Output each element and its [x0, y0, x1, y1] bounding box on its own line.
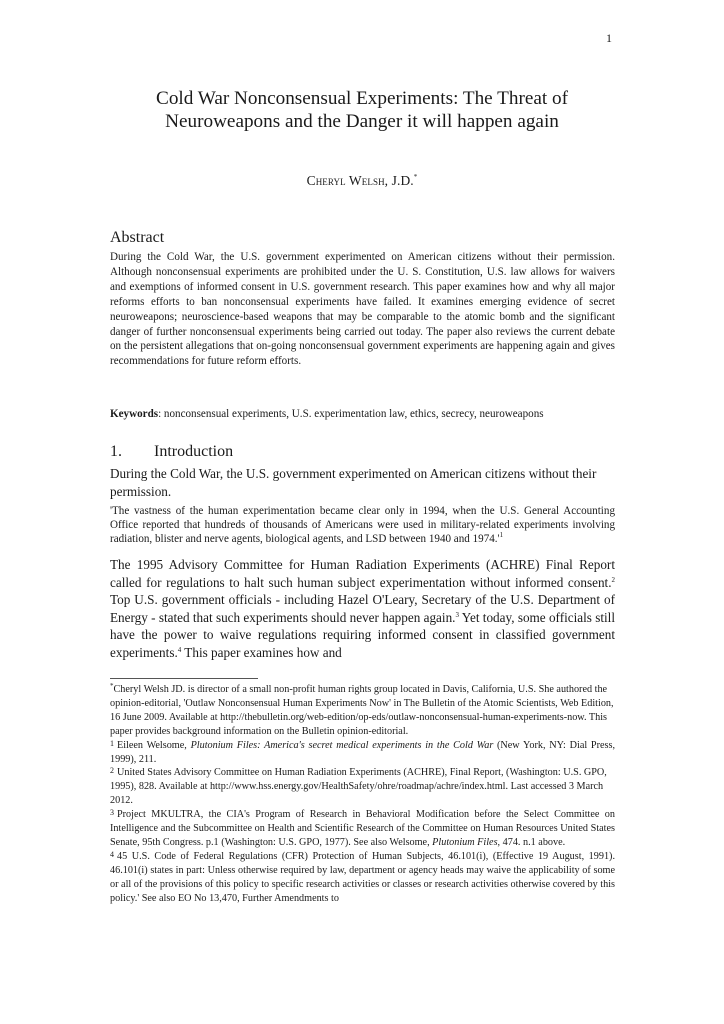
footnote-text: Cheryl Welsh JD. is director of a small non-profit human rights group located in Davis, California, U.S. She authored the opinion-editorial, 'Outlaw Nonconsensual Human Experiments Now' in The Bulletin of the Atomic Scientists, Web Edition, 16 June 2009. Available at http://thebulletin.org/web-edition/op-eds/outlaw-nonconsensual-human-experiments-now. This paper provides background information on the Bulletin opinion-editorial. — [110, 684, 614, 737]
footnote-4 — [110, 850, 615, 906]
section-heading-introduction — [110, 443, 233, 461]
intro-lead-paragraph: During the Cold War, the U.S. government experimented on American citizens without their permission. — [110, 466, 597, 499]
footnote-ref-2[interactable]: 2 — [611, 575, 615, 584]
page-number: 1 — [606, 31, 612, 45]
body-sentence: Top U.S. government officials - including Hazel O'Leary, Secretary of the U.S. Department of Energy - stated that such experiments should never happen again. — [110, 592, 615, 625]
footnote-1 — [110, 739, 615, 767]
footnote-number: 1 — [110, 738, 114, 748]
footnote-mark: * — [110, 682, 114, 690]
footnote-ref-3[interactable]: 3 — [455, 610, 459, 619]
footnote-text: Eileen Welsome, — [117, 739, 191, 751]
footnote-italic-title: Plutonium Files: America's secret medical experiments in the Cold War — [190, 739, 494, 751]
footnote-italic-title: Plutonium Files — [432, 836, 498, 848]
footnote-number: 4 — [110, 849, 114, 859]
footnote-text: Project MKULTRA, the CIA's Program of Research in Behavioral Modification before the Select Committee on Intelligence and the Subcommittee on Health and Scientific Research of the Committee on Human Resources United States Senate, 95th Congress. p.1 (Washington: U.S. GPO, 1977). See also Welsome, — [110, 809, 615, 848]
footnote-2 — [110, 766, 615, 808]
abstract-heading: Abstract — [110, 229, 165, 246]
footnote-ref-1[interactable]: 1 — [499, 531, 504, 540]
footnote-3 — [110, 808, 615, 850]
intro-quote — [110, 504, 615, 547]
footnote-number: 3 — [110, 808, 114, 818]
body-sentence: This paper examines how and — [181, 644, 342, 660]
footnote-ref-4[interactable]: 4 — [177, 645, 182, 654]
author-name: Cheryl Welsh, J.D. — [306, 173, 414, 188]
section-number: 1. — [110, 443, 122, 460]
footnote-text: , 474. n.1 above. — [497, 836, 566, 848]
keywords-label: Keywords — [110, 408, 159, 420]
body-sentence: Yet today, some officials still have the power to waive regulations requiring informed consent in classified government experiments. — [110, 609, 616, 660]
footnote-separator — [110, 678, 258, 679]
abstract-body: During the Cold War, the U.S. government experimented on American citizens without their permission. Although nonconsensual experiments are prohibited under the U. S. Constitution, U.S. law allows for waivers and exemptions of informed consent in U.S. government research. This paper examines how and why all major reforms efforts to ban nonconsensual experiments have failed. It examines emerging evidence of secret neuroweapons; neuroscience-based weapons that may be comparable to the atomic bomb and the significant danger of further nonconsensual experiments being carried out today. The paper also reviews the current debate on the persistent allegations that on-going nonconsensual government experiments are happening again and gives recommendations for future reform efforts. — [110, 251, 615, 368]
footnote-text: 45 U.S. Code of Federal Regulations (CFR) Protection of Human Subjects, 46.101(i), (Effective 19 August, 1991). 46.101(i) states in part: Unless otherwise required by law, department or agency heads may waive the applicability of some or all of the provisions of this policy to specific research activities or classes or research activities otherwise covered by this policy.' See also EO No 13,470, Further Amendments to — [110, 850, 615, 904]
section-title: Introduction — [154, 443, 234, 460]
footnotes — [110, 683, 615, 906]
footnote-number: 2 — [110, 766, 114, 776]
keywords-line — [110, 407, 615, 421]
quote-text: 'The vastness of the human experimentation became clear only in 1994, when the U.S. General Accounting Office reported that hundreds of thousands of Americans were used in military-related experiments involving radiation, blister and nerve agents, biological agents, and LSD between 1940 and 1974.' — [110, 505, 615, 546]
author-line — [110, 173, 614, 189]
body-sentence: The 1995 Advisory Committee for Human Radiation Experiments (ACHRE) Final Report called for regulations to halt such human subject experimentation without informed consent. — [110, 557, 615, 590]
footnote-text: (New York, NY: Dial Press, 1999), 211. — [110, 739, 615, 765]
paper-title: Cold War Nonconsensual Experiments: The Threat of Neuroweapons and the Danger it will happen again — [156, 88, 568, 132]
intro-body-paragraph — [110, 556, 615, 662]
footnote-author — [110, 683, 615, 739]
footnote-text: United States Advisory Committee on Human Radiation Experiments (ACHRE), Final Report, (Washington: U.S. GPO, 1995), 828. Available at http://www.hss.energy.gov/HealthSafety/ohre/roadmap/achre/index.html. Last accessed 3 March 2012. — [110, 767, 607, 807]
author-footnote-mark[interactable]: * — [413, 173, 418, 181]
keywords-value: : nonconsensual experiments, U.S. experimentation law, ethics, secrecy, neuroweapons — [158, 408, 544, 420]
